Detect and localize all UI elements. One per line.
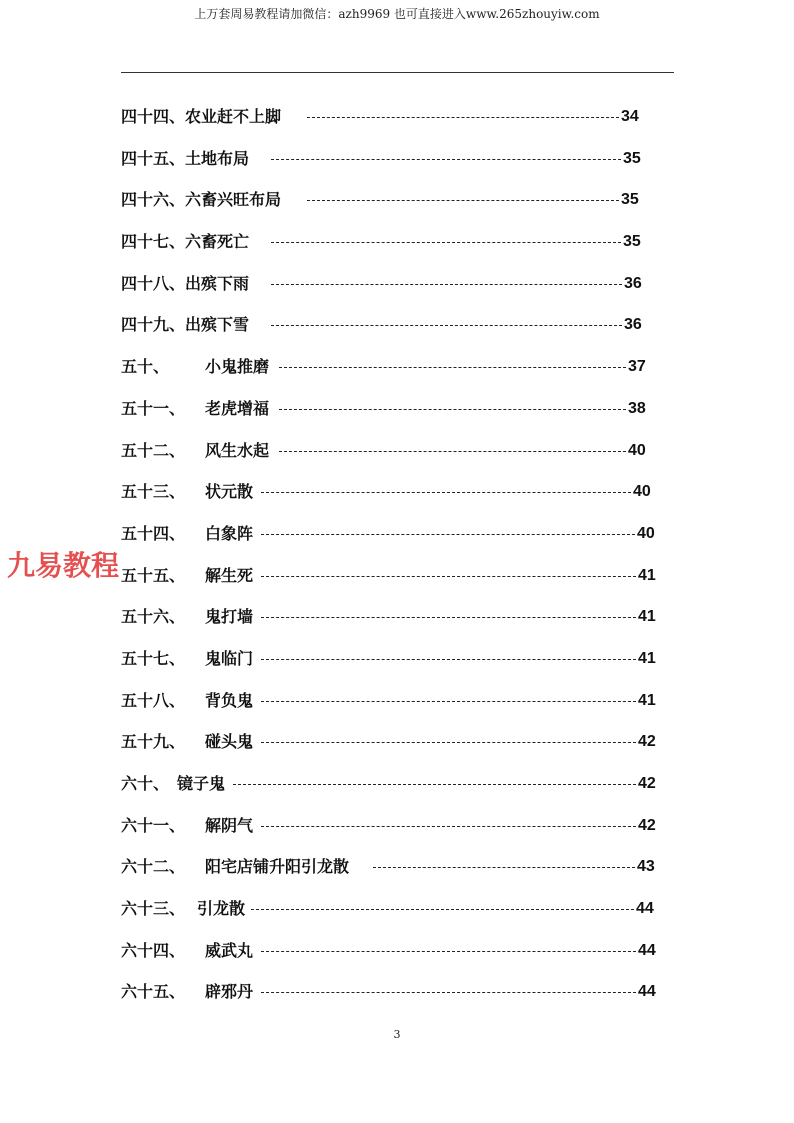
- toc-entry-number: 四十六、: [121, 190, 186, 210]
- toc-entry[interactable]: [121, 104, 666, 146]
- toc-entry-title: 鬼临门: [205, 646, 255, 672]
- toc-leader-dots: [261, 534, 635, 535]
- toc-leader-dots: [261, 992, 636, 993]
- page-header-text: 上万套周易教程请加微信：azh9969 也可直接进入www.265zhouyiw.com: [194, 7, 600, 21]
- toc-entry[interactable]: [121, 771, 666, 813]
- toc-entry-number: 五十七、: [121, 648, 186, 668]
- toc-entry-page: 44: [634, 896, 654, 922]
- toc-entry[interactable]: [121, 896, 666, 938]
- toc-entry-number: 六十一、: [121, 815, 186, 835]
- toc-entry[interactable]: [121, 688, 666, 730]
- toc-entry-title: 农业赶不上脚: [185, 104, 283, 130]
- toc-leader-dots: [233, 784, 636, 785]
- toc-entry-page: 35: [621, 146, 641, 172]
- toc-entry-number: 六十二、: [121, 857, 186, 877]
- toc-entry-number: 五十一、: [121, 398, 186, 418]
- toc-entry-page: 37: [626, 354, 646, 380]
- toc-leader-dots: [307, 200, 619, 201]
- toc-entry-number: 四十九、: [121, 315, 186, 335]
- header-divider: [121, 72, 674, 73]
- toc-entry-page: 41: [636, 563, 656, 589]
- toc-leader-dots: [307, 117, 619, 118]
- toc-entry-page: 42: [636, 813, 656, 839]
- toc-entry-title: 出殡下雪: [185, 312, 251, 338]
- toc-entry-number: 四十七、: [121, 232, 186, 252]
- toc-entry[interactable]: [121, 646, 666, 688]
- toc-entry-title: 阳宅店铺升阳引龙散: [205, 854, 351, 880]
- toc-entry-number: 五十五、: [121, 565, 186, 585]
- toc-entry-page: 42: [636, 771, 656, 797]
- toc-entry-title: 状元散: [205, 479, 255, 505]
- toc-entry-page: 34: [619, 104, 639, 130]
- toc-entry-title: 解生死: [205, 563, 255, 589]
- toc-entry-number: 六十、: [121, 774, 170, 793]
- toc-leader-dots: [261, 701, 636, 702]
- toc-entry[interactable]: [121, 938, 666, 980]
- toc-entry[interactable]: [121, 187, 666, 229]
- toc-leader-dots: [261, 659, 636, 660]
- toc-entry[interactable]: [121, 979, 666, 1021]
- toc-entry-page: 43: [635, 854, 655, 880]
- toc-entry-title: 碰头鬼: [205, 729, 255, 755]
- toc-entry[interactable]: [121, 146, 666, 188]
- toc-entry-number: 五十八、: [121, 690, 186, 710]
- toc-entry-title: 风生水起: [205, 438, 271, 464]
- toc-entry-title: 背负鬼: [205, 688, 255, 714]
- toc-entry[interactable]: [121, 813, 666, 855]
- toc-entry-title: 解阴气: [205, 813, 255, 839]
- toc-entry[interactable]: [121, 271, 666, 313]
- toc-entry[interactable]: [121, 729, 666, 771]
- toc-entry[interactable]: [121, 438, 666, 480]
- toc-entry-page: 35: [621, 229, 641, 255]
- toc-entry-title: 六畜死亡: [185, 229, 251, 255]
- toc-leader-dots: [261, 617, 636, 618]
- toc-entry-title: 威武丸: [205, 938, 255, 964]
- toc-leader-dots: [271, 159, 621, 160]
- toc-entry-page: 40: [635, 521, 655, 547]
- toc-entry-number: 六十三、: [121, 899, 186, 919]
- toc-entry-page: 38: [626, 396, 646, 422]
- toc-entry-title: 小鬼推磨: [205, 354, 271, 380]
- toc-entry-page: 41: [636, 646, 656, 672]
- toc-entry[interactable]: [121, 854, 666, 896]
- toc-leader-dots: [271, 242, 621, 243]
- toc-leader-dots: [261, 826, 636, 827]
- page-number: 3: [393, 1028, 401, 1041]
- toc-entry-title: 六畜兴旺布局: [185, 187, 283, 213]
- watermark-logo-text: 九易教程: [7, 549, 120, 582]
- toc-entry-page: 44: [636, 938, 656, 964]
- toc-leader-dots: [279, 409, 626, 410]
- toc-entry-page: 41: [636, 604, 656, 630]
- toc-leader-dots: [373, 867, 635, 868]
- toc-entry-page: 44: [636, 979, 656, 1005]
- toc-entry-number: 五十二、: [121, 440, 186, 460]
- toc-entry[interactable]: [121, 354, 666, 396]
- toc-entry-number: 四十五、: [121, 148, 186, 168]
- toc-entry[interactable]: [121, 312, 666, 354]
- toc-leader-dots: [279, 451, 626, 452]
- toc-entry-title: 镜子鬼: [177, 771, 227, 797]
- toc-leader-dots: [261, 492, 631, 493]
- toc-leader-dots: [271, 325, 622, 326]
- toc-entry-number: 五十三、: [121, 482, 186, 502]
- toc-entry-number: 五十、: [121, 357, 170, 377]
- toc-entry-page: 40: [631, 479, 651, 505]
- toc-entry-title: 辟邪丹: [205, 979, 255, 1005]
- toc-entry-page: 35: [619, 187, 639, 213]
- toc-leader-dots: [261, 576, 636, 577]
- toc-entry-number: 六十五、: [121, 982, 186, 1002]
- toc-entry-number: 五十九、: [121, 732, 186, 752]
- toc-entry[interactable]: [121, 563, 666, 605]
- toc-entry-title: 鬼打墙: [205, 604, 255, 630]
- toc-leader-dots: [279, 367, 626, 368]
- toc-entry-page: 42: [636, 729, 656, 755]
- toc-entry-page: 36: [622, 312, 642, 338]
- toc-entry[interactable]: [121, 479, 666, 521]
- toc-entry-number: 五十四、: [121, 523, 186, 543]
- toc-entry-page: 40: [626, 438, 646, 464]
- toc-leader-dots: [261, 951, 636, 952]
- toc-entry-title: 出殡下雨: [185, 271, 251, 297]
- toc-entry-number: 四十八、: [121, 273, 186, 293]
- toc-leader-dots: [251, 909, 634, 910]
- toc-entry-title: 土地布局: [185, 146, 251, 172]
- toc-entry-number: 六十四、: [121, 940, 186, 960]
- toc-entry-page: 36: [622, 271, 642, 297]
- toc-entry-page: 41: [636, 688, 656, 714]
- toc-entry-title: 白象阵: [205, 521, 255, 547]
- toc-leader-dots: [261, 742, 636, 743]
- toc-entry-title: 老虎增福: [205, 396, 271, 422]
- toc-entry-number: 四十四、: [121, 107, 186, 126]
- table-of-contents: [121, 104, 666, 1021]
- toc-entry[interactable]: [121, 229, 666, 271]
- toc-entry-title: 引龙散: [197, 896, 247, 922]
- toc-entry-number: 五十六、: [121, 607, 186, 627]
- toc-entry[interactable]: [121, 604, 666, 646]
- toc-entry[interactable]: [121, 521, 666, 563]
- toc-leader-dots: [271, 284, 622, 285]
- toc-entry[interactable]: [121, 396, 666, 438]
